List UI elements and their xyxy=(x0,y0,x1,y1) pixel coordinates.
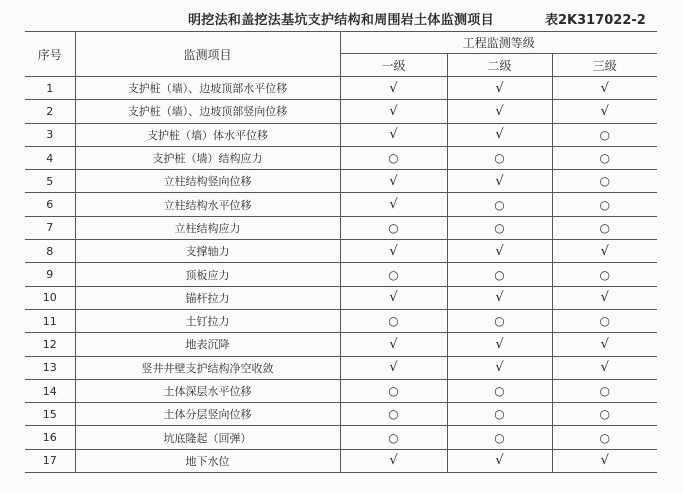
monitoring-item: 立柱结构竖向位移 xyxy=(75,170,340,193)
level-2-mark: √ xyxy=(447,100,552,123)
table-title: 明挖法和盖挖法基坑支护结构和周围岩土体监测项目 xyxy=(188,13,494,28)
row-number: 10 xyxy=(25,286,75,309)
table-row xyxy=(25,263,657,286)
table-row xyxy=(25,403,657,426)
row-number: 11 xyxy=(25,309,75,332)
row-number: 7 xyxy=(25,216,75,239)
level-3-mark: √ xyxy=(552,449,657,472)
monitoring-item: 坑底隆起（回弹） xyxy=(75,426,340,449)
table-row xyxy=(25,333,657,356)
table-row xyxy=(25,356,657,379)
level-1-mark: ○ xyxy=(340,263,447,286)
table-row xyxy=(25,170,657,193)
level-2-mark: ○ xyxy=(447,263,552,286)
row-number: 12 xyxy=(25,333,75,356)
level-3-mark: ○ xyxy=(552,216,657,239)
level-2-mark: √ xyxy=(447,240,552,263)
table-row xyxy=(25,426,657,449)
row-number: 9 xyxy=(25,263,75,286)
monitoring-item: 支撑轴力 xyxy=(75,240,340,263)
level-2-mark: √ xyxy=(447,170,552,193)
level-2-mark: ○ xyxy=(447,216,552,239)
level-1-mark: √ xyxy=(340,77,447,100)
level-1-mark: ○ xyxy=(340,426,447,449)
row-number: 13 xyxy=(25,356,75,379)
level-1-mark: √ xyxy=(340,100,447,123)
level-1-mark: √ xyxy=(340,240,447,263)
level-3-mark: ○ xyxy=(552,309,657,332)
monitoring-item: 地表沉降 xyxy=(75,333,340,356)
row-number: 4 xyxy=(25,146,75,169)
table-row xyxy=(25,146,657,169)
monitoring-item: 立柱结构水平位移 xyxy=(75,193,340,216)
monitoring-item: 锚杆拉力 xyxy=(75,286,340,309)
monitoring-item: 支护桩（墙）、边坡顶部水平位移 xyxy=(75,77,340,100)
table-caption xyxy=(0,4,683,28)
level-2-mark: ○ xyxy=(447,146,552,169)
table-row xyxy=(25,379,657,402)
table-row xyxy=(25,193,657,216)
monitoring-item: 支护桩（墙）体水平位移 xyxy=(75,123,340,146)
table-code: 表2K317022-2 xyxy=(545,13,646,28)
level-1-mark: ○ xyxy=(340,146,447,169)
level-1-mark: √ xyxy=(340,123,447,146)
level-1-mark: ○ xyxy=(340,403,447,426)
table-row xyxy=(25,286,657,309)
level-1-mark: √ xyxy=(340,356,447,379)
level-2-mark: √ xyxy=(447,356,552,379)
table-row xyxy=(25,240,657,263)
header-seq: 序号 xyxy=(25,32,75,77)
level-1-mark: √ xyxy=(340,170,447,193)
level-3-mark: ○ xyxy=(552,193,657,216)
row-number: 1 xyxy=(25,77,75,100)
level-3-mark: √ xyxy=(552,100,657,123)
level-3-mark: ○ xyxy=(552,170,657,193)
row-number: 17 xyxy=(25,449,75,472)
row-number: 16 xyxy=(25,426,75,449)
level-1-mark: √ xyxy=(340,449,447,472)
header-level-2: 二级 xyxy=(447,54,552,77)
header-level-1: 一级 xyxy=(340,54,447,77)
level-2-mark: ○ xyxy=(447,426,552,449)
level-2-mark: √ xyxy=(447,333,552,356)
level-2-mark: √ xyxy=(447,449,552,472)
level-2-mark: √ xyxy=(447,123,552,146)
row-number: 3 xyxy=(25,123,75,146)
monitoring-item: 土体深层水平位移 xyxy=(75,379,340,402)
row-number: 14 xyxy=(25,379,75,402)
level-3-mark: √ xyxy=(552,240,657,263)
level-3-mark: ○ xyxy=(552,379,657,402)
level-1-mark: √ xyxy=(340,333,447,356)
monitoring-item: 土钉拉力 xyxy=(75,309,340,332)
level-3-mark: ○ xyxy=(552,146,657,169)
level-3-mark: ○ xyxy=(552,403,657,426)
level-1-mark: √ xyxy=(340,286,447,309)
table-row xyxy=(25,449,657,472)
header-item: 监测项目 xyxy=(75,32,340,77)
level-2-mark: ○ xyxy=(447,193,552,216)
row-number: 15 xyxy=(25,403,75,426)
level-2-mark: √ xyxy=(447,77,552,100)
row-number: 5 xyxy=(25,170,75,193)
monitoring-item: 立柱结构应力 xyxy=(75,216,340,239)
level-3-mark: √ xyxy=(552,286,657,309)
monitoring-item: 竖井井壁支护结构净空收敛 xyxy=(75,356,340,379)
monitoring-item: 顶板应力 xyxy=(75,263,340,286)
row-number: 8 xyxy=(25,240,75,263)
monitoring-table xyxy=(25,31,657,473)
level-3-mark: ○ xyxy=(552,263,657,286)
row-number: 2 xyxy=(25,100,75,123)
level-1-mark: √ xyxy=(340,193,447,216)
table-body xyxy=(25,77,657,473)
level-1-mark: ○ xyxy=(340,309,447,332)
level-2-mark: ○ xyxy=(447,403,552,426)
level-1-mark: ○ xyxy=(340,379,447,402)
table-row xyxy=(25,100,657,123)
monitoring-item: 支护桩（墙）、边坡顶部竖向位移 xyxy=(75,100,340,123)
level-3-mark: √ xyxy=(552,356,657,379)
table-row xyxy=(25,309,657,332)
header-level-group: 工程监测等级 xyxy=(340,32,657,54)
level-3-mark: √ xyxy=(552,333,657,356)
monitoring-item: 支护桩（墙）结构应力 xyxy=(75,146,340,169)
table-row xyxy=(25,77,657,100)
table-row xyxy=(25,123,657,146)
level-3-mark: ○ xyxy=(552,123,657,146)
level-1-mark: ○ xyxy=(340,216,447,239)
level-2-mark: ○ xyxy=(447,379,552,402)
level-3-mark: ○ xyxy=(552,426,657,449)
monitoring-item: 地下水位 xyxy=(75,449,340,472)
table-row xyxy=(25,216,657,239)
level-2-mark: √ xyxy=(447,286,552,309)
level-3-mark: √ xyxy=(552,77,657,100)
level-2-mark: ○ xyxy=(447,309,552,332)
row-number: 6 xyxy=(25,193,75,216)
header-level-3: 三级 xyxy=(552,54,657,77)
monitoring-item: 土体分层竖向位移 xyxy=(75,403,340,426)
